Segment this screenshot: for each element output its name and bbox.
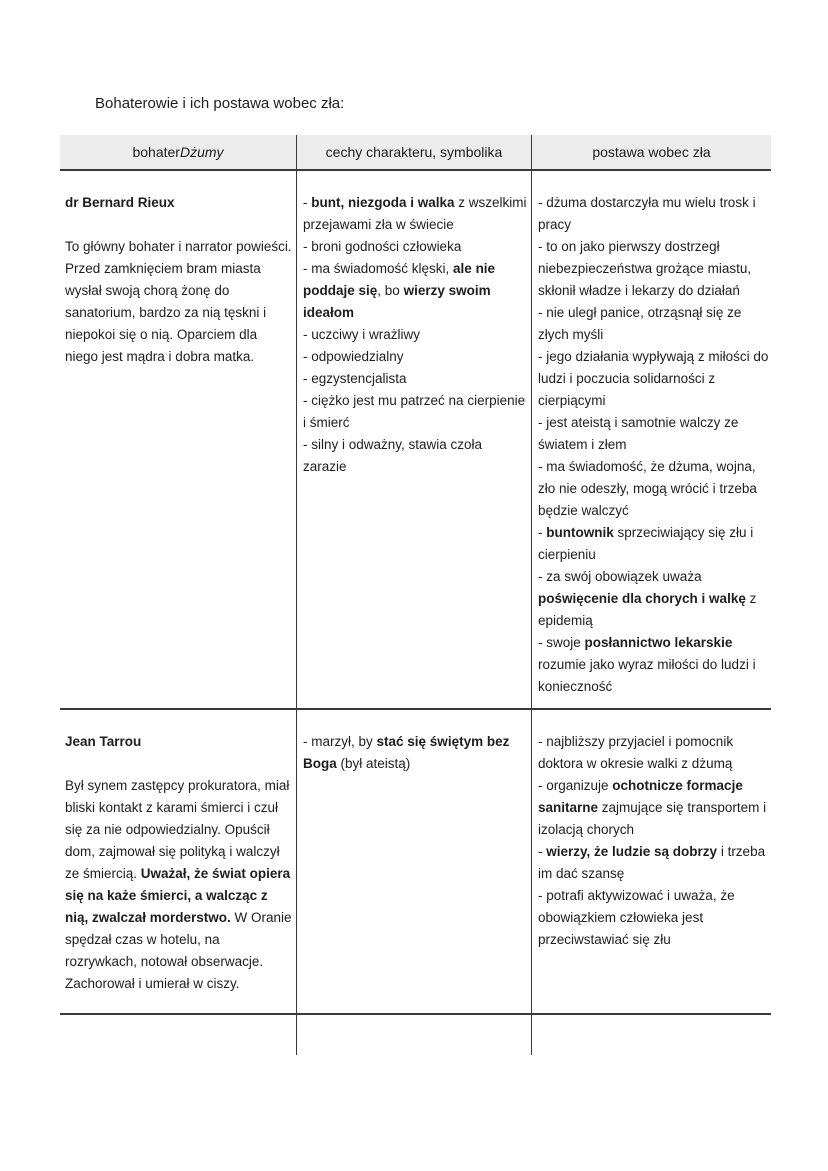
trait-line: - wierzy, że ludzie są dobrzy i trzeba im dać szansę xyxy=(538,844,766,881)
col-header-bohater: bohater Dżumy xyxy=(132,144,224,160)
traits-cell xyxy=(296,171,531,708)
trait-line: - nie uległ panice, otrząsnął się ze złych myśli xyxy=(538,305,742,342)
trait-line: - ma świadomość, że dżuma, wojna, zło nie odeszły, mogą wrócić i trzeba będzie walczyć xyxy=(538,459,757,518)
trait-line: - egzystencjalista xyxy=(303,371,407,386)
trait-line: - uczciwy i wrażliwy xyxy=(303,327,421,342)
attitude-cell xyxy=(531,171,771,708)
character-description: Był synem zastępcy prokuratora, miał bliski kontakt z karami śmierci i czuł się za nie odpowiedzialny. Opuścił dom, zajmował się polityką i walczył ze śmiercią. Uważał, że świat opiera się na każe śmierci, a walcząc z nią, zwalczał morderstwo. W Oranie spędzał czas w hotelu, na rozrywkach, notował obserwacje. Zachorował i umierał w ciszy. xyxy=(65,778,292,991)
trait-line: - swoje posłannictwo lekarskie rozumie jako wyraz miłości do ludzi i konieczność xyxy=(538,635,756,694)
character-name: Jean Tarrou xyxy=(65,734,142,749)
trait-line: - ma świadomość klęski, ale nie poddaje się, bo wierzy swoim ideałom xyxy=(303,261,496,320)
table-row-rieux xyxy=(60,171,771,708)
trait-line: - najbliższy przyjaciel i pomocnik doktora w okresie walki z dżumą xyxy=(538,734,734,771)
trait-line: - jego działania wypływają z miłości do ludzi i poczucia solidarności z cierpiącymi xyxy=(538,349,769,408)
trait-line: - organizuje ochotnicze formacje sanitarne zajmujące się transportem i izolacją chorych xyxy=(538,778,767,837)
trait-line: - silny i odważny, stawia czoła zarazie xyxy=(303,437,483,474)
character-cell xyxy=(60,171,296,708)
character-name: dr Bernard Rieux xyxy=(65,195,175,210)
attitude-cell xyxy=(531,1015,771,1055)
col-header-postawa: postawa wobec zła xyxy=(531,135,771,169)
trait-line: - potrafi aktywizować i uważa, że obowiązkiem człowieka jest przeciwstawiać się złu xyxy=(538,888,735,947)
trait-line: - to on jako pierwszy dostrzegł niebezpieczeństwa grożące miastu, skłonił władze i lekarzy do działań xyxy=(538,239,752,298)
table-row-tarrou xyxy=(60,708,771,1013)
trait-line: - marzył, by stać się świętym bez Boga (był ateistą) xyxy=(303,734,510,771)
trait-line: - za swój obowiązek uważa poświęcenie dla chorych i walkę z epidemią xyxy=(538,569,757,628)
character-description: To główny bohater i narrator powieści. Przed zamknięciem bram miasta wysłał swoją chorą żonę do sanatorium, bardzo za nią tęskni i niepokoi się o nią. Oparciem dla niego jest mądra i dobra matka. xyxy=(65,239,292,364)
character-cell xyxy=(60,1015,296,1055)
trait-line: - ciężko jest mu patrzeć na cierpienie i śmierć xyxy=(303,393,526,430)
trait-line: - buntownik sprzeciwiający się złu i cierpieniu xyxy=(538,525,754,562)
table-row-empty xyxy=(60,1013,771,1055)
page-title: Bohaterowie i ich postawa wobec zła: xyxy=(95,95,345,112)
col-header-cechy: cechy charakteru, symbolika xyxy=(296,135,531,169)
trait-line: - odpowiedzialny xyxy=(303,349,404,364)
trait-line: - jest ateistą i samotnie walczy ze światem i złem xyxy=(538,415,739,452)
characters-table xyxy=(60,135,771,1055)
trait-line: - bunt, niezgoda i walka z wszelkimi przejawami zła w świecie xyxy=(303,195,527,232)
attitude-cell xyxy=(531,710,771,1013)
table-header-row xyxy=(60,135,771,171)
traits-cell xyxy=(296,710,531,1013)
trait-line: - broni godności człowieka xyxy=(303,239,462,254)
trait-line: - dżuma dostarczyła mu wielu trosk i pracy xyxy=(538,195,756,232)
traits-cell xyxy=(296,1015,531,1055)
character-cell xyxy=(60,710,296,1013)
